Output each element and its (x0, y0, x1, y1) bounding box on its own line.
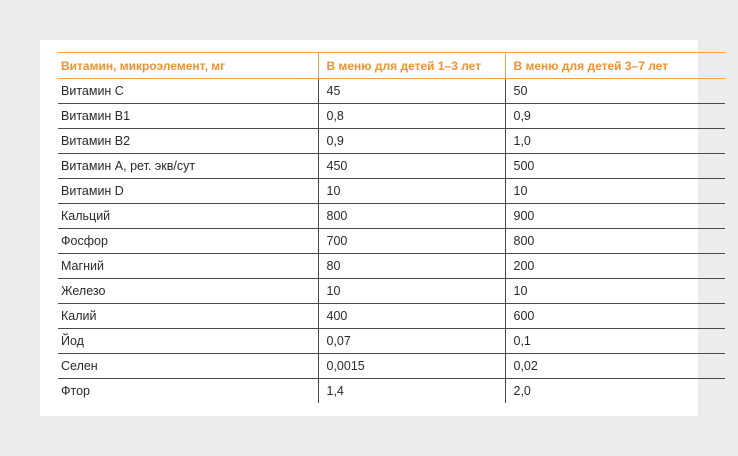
cell-age-3-7: 800 (505, 229, 725, 254)
cell-nutrient: Витамин С (58, 79, 318, 104)
table-row (58, 104, 725, 129)
cell-nutrient: Магний (58, 254, 318, 279)
cell-age-1-3: 80 (318, 254, 505, 279)
table-row (58, 354, 725, 379)
cell-age-3-7: 1,0 (505, 129, 725, 154)
cell-age-1-3: 45 (318, 79, 505, 104)
cell-age-3-7: 50 (505, 79, 725, 104)
cell-age-3-7: 0,02 (505, 354, 725, 379)
cell-nutrient: Витамин D (58, 179, 318, 204)
table-row (58, 179, 725, 204)
cell-age-1-3: 450 (318, 154, 505, 179)
cell-age-3-7: 200 (505, 254, 725, 279)
table-header-row (58, 53, 725, 79)
cell-nutrient: Калий (58, 304, 318, 329)
cell-nutrient: Железо (58, 279, 318, 304)
table-row (58, 129, 725, 154)
cell-nutrient: Йод (58, 329, 318, 354)
cell-age-1-3: 700 (318, 229, 505, 254)
table-row (58, 229, 725, 254)
vitamin-norms-table (58, 52, 725, 403)
cell-age-1-3: 0,8 (318, 104, 505, 129)
table-row (58, 254, 725, 279)
cell-nutrient: Витамин В2 (58, 129, 318, 154)
cell-age-1-3: 10 (318, 279, 505, 304)
cell-age-1-3: 800 (318, 204, 505, 229)
cell-age-3-7: 10 (505, 279, 725, 304)
cell-nutrient: Фосфор (58, 229, 318, 254)
cell-age-1-3: 400 (318, 304, 505, 329)
table-row (58, 304, 725, 329)
cell-age-3-7: 2,0 (505, 379, 725, 404)
cell-age-1-3: 10 (318, 179, 505, 204)
cell-age-3-7: 0,9 (505, 104, 725, 129)
header-age-1-3: В меню для детей 1–3 лет (318, 53, 505, 79)
cell-age-1-3: 0,07 (318, 329, 505, 354)
table-row (58, 79, 725, 104)
cell-nutrient: Фтор (61, 384, 90, 398)
cell-age-1-3: 1,4 (318, 379, 505, 404)
cell-age-1-3: 0,9 (318, 129, 505, 154)
cell-nutrient: Кальций (58, 204, 318, 229)
cell-nutrient: Витамин В1 (58, 104, 318, 129)
table-row (58, 329, 725, 354)
table-row (58, 379, 725, 404)
table-row (58, 279, 725, 304)
cell-nutrient: Витамин А, рет. экв/сут (58, 154, 318, 179)
header-nutrient: Витамин, микроэлемент, мг (58, 53, 318, 79)
cell-age-3-7: 600 (505, 304, 725, 329)
header-age-3-7: В меню для детей 3–7 лет (505, 53, 725, 79)
table-row (58, 204, 725, 229)
table-row (58, 154, 725, 179)
cell-age-3-7: 10 (505, 179, 725, 204)
cell-age-1-3: 0,0015 (318, 354, 505, 379)
content-card (40, 40, 698, 416)
cell-nutrient: Селен (58, 354, 318, 379)
cell-age-3-7: 500 (505, 154, 725, 179)
cell-age-3-7: 0,1 (505, 329, 725, 354)
cell-age-3-7: 900 (505, 204, 725, 229)
